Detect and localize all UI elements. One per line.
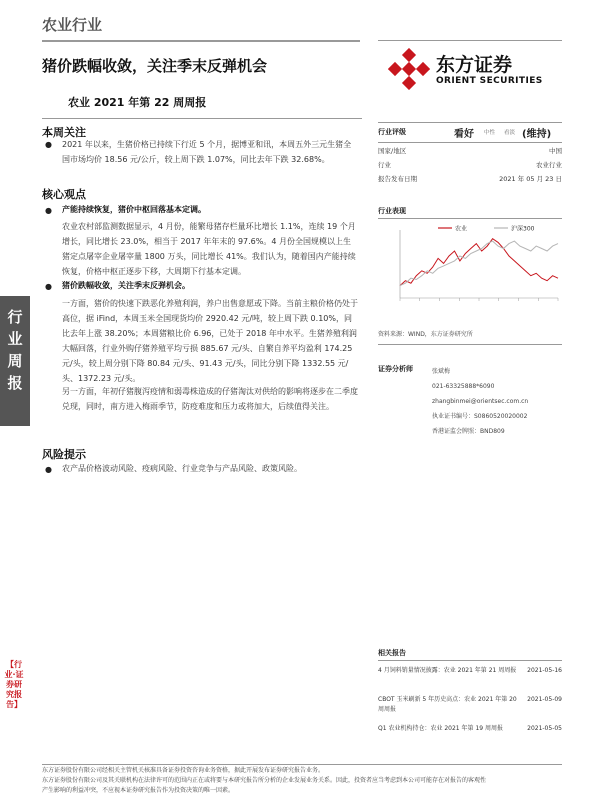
related-item-title: CBOT 玉米刷新 5 年历史高点：农业 2021 年第 20 周周报 — [378, 696, 517, 713]
company-logo — [384, 46, 564, 94]
performance-rule — [378, 218, 562, 219]
info-value: 农业行业 — [536, 161, 562, 169]
orient-logo-icon — [388, 48, 430, 90]
rating-option-bearish: 看淡 — [504, 130, 516, 136]
header-divider — [42, 40, 360, 42]
footer-rule — [42, 764, 562, 765]
related-item[interactable] — [378, 666, 562, 695]
related-item-title: Q1 农业机构持仓：农业 2021 年第 19 周周报 — [378, 725, 503, 732]
point2-title: 猪价跌幅收敛，关注季末反弹机会。 — [62, 281, 190, 290]
legend-label: 沪深300 — [511, 225, 535, 233]
point2-body-2: 另一方面，年初仔猪腹泻疫情和弱毒株造成的仔猪淘汰对供给的影响将逐步在二季度兑现，同时，南方进入梅雨季节，防疫难度和压力或将加大，后续值得关注。 — [62, 387, 358, 411]
related-item-title: 4 月饲料销量情况披露：农业 2021 年第 21 周周报 — [378, 667, 517, 674]
core-heading: 核心观点 — [42, 188, 86, 201]
info-value: 中国 — [549, 147, 562, 155]
logo-cn-text: 东方证券 — [436, 54, 513, 76]
risk-body: 农产品价格波动风险、疫病风险、行业竞争与产品风险、政策风险。 — [62, 464, 302, 473]
analyst-phone: 021-63325888*6090 — [432, 383, 495, 390]
performance-label: 行业表现 — [378, 207, 406, 215]
related-rule — [378, 660, 562, 661]
footer-disclaimer — [42, 766, 562, 796]
report-type-label: 行业周报 — [7, 308, 23, 392]
rating-option-neutral: 中性 — [484, 130, 496, 136]
report-type-tab — [0, 296, 30, 426]
rating-status: (维持) — [522, 129, 552, 140]
header-divider-right — [378, 40, 562, 41]
footer-line-2: 东方证券股份有限公司及其关联机构在法律许可的范围内正在或将要与本研究报告所分析的企业发展业务关系。因此，投资者应当考虑到本公司可能存在对报告的客观性 — [42, 777, 487, 784]
analyst-cert: 执业证书编号：S0860520020002 — [432, 413, 528, 420]
chart-bottom-rule — [378, 344, 562, 345]
analyst-email[interactable]: zhangbinmei@orientsec.com.cn — [432, 398, 529, 405]
report-title: 猪价跌幅收敛，关注季末反弹机会 — [42, 57, 268, 75]
bullet-icon: ● — [45, 465, 52, 474]
rating-value: 看好 — [454, 129, 474, 140]
analyst-name: 张斌梅 — [432, 368, 451, 375]
bullet-icon: ● — [45, 140, 52, 149]
related-heading: 相关报告 — [378, 649, 406, 657]
sector-label: 农业行业 — [42, 16, 103, 34]
week-focus-body: 2021 年以来，生猪价格已持续下行近 5 个月，据博亚和讯，本周五外三元生猪全国市场均价 18.56 元/公斤，较上周下跌 1.07%，同比去年下跌 32.68%。 — [62, 140, 352, 164]
legend-label: 农业 — [455, 225, 468, 233]
performance-chart — [378, 220, 562, 325]
related-item-date: 2021-05-05 — [527, 725, 562, 732]
rating-label: 行业评级 — [378, 128, 406, 136]
bullet-icon: ● — [45, 206, 52, 215]
related-item[interactable] — [378, 724, 562, 753]
report-category-vertical: 【行业·证券研究报告】 — [4, 660, 24, 709]
info-row-region — [378, 144, 562, 158]
point1-title: 产能持续恢复，猪价中枢回落基本定调。 — [62, 205, 206, 214]
point1-body: 农业农村部监测数据显示，4 月份，能繁母猪存栏量环比增长 1.1%，连续 19 个月增长，同比增长 23.0%，相当于 2017 年年末的 97.6%。4 月份全国规模以上生猪定点屠宰企业屠宰量 1800 万头，同比增长 41%。我们认为，随着国内产能持续恢复，价格中枢正逐步下移，大周期下行基本定调。 — [62, 222, 356, 276]
rating-top-rule — [378, 122, 562, 123]
point2-body-1: 一方面，猪价的快速下跌恶化养殖利润，养户出售意愿或下降。当前主粮价格仍处于高位，据 iFind，本周玉米全国现货均价 2920.42 元/吨，较上周下跌 0.10%，同比去年上涨 38.20%；本周猪粮比价 6.96，已处于 2018 年中水平。生猪养殖利润大幅回落，行业外购仔猪养殖平均亏损 885.67 元/头、自繁自养平均盈利 174.25 元/头，较上周分别下降 80.84 元/头、91.43 元/头，同比分别下降 1332.55 元/头、1372.23 元/头。 — [62, 299, 358, 383]
info-row-industry — [378, 158, 562, 172]
logo-en-text: ORIENT SECURITIES — [436, 76, 543, 86]
analyst-label: 证券分析师 — [378, 365, 413, 373]
related-item-date: 2021-05-09 — [527, 696, 562, 703]
chart-source: 资料来源：WIND，东方证券研究所 — [378, 331, 473, 338]
report-subtitle: 农业 2021 年第 22 周周报 — [68, 96, 207, 109]
related-item-date: 2021-05-16 — [527, 667, 562, 674]
related-list — [378, 666, 562, 753]
analyst-info — [432, 364, 562, 439]
info-key: 报告发布日期 — [378, 175, 417, 183]
info-value: 2021 年 05 月 23 日 — [499, 175, 562, 183]
rating-row — [378, 124, 562, 142]
footer-line-1: 东方证券股份有限公司经相关主管机关核准具备证券投资咨询业务资格，据此开展发布证券研究报告业务。 — [42, 767, 325, 774]
related-item[interactable] — [378, 695, 562, 724]
analyst-hk-license: 香港证监会牌照：BND809 — [432, 428, 505, 435]
week-focus-heading: 本周关注 — [42, 126, 86, 139]
info-key: 国家/地区 — [378, 147, 407, 155]
info-key: 行业 — [378, 161, 391, 169]
risk-heading: 风险提示 — [42, 448, 86, 461]
info-row-date — [378, 172, 562, 186]
footer-line-3: 产生影响的利益冲突，不应视本证券研究报告作为投资决策的唯一因素。 — [42, 787, 235, 794]
title-rule — [42, 118, 362, 119]
bullet-icon: ● — [45, 282, 52, 291]
series-line-0 — [400, 239, 558, 286]
rating-mid-rule — [378, 142, 562, 143]
